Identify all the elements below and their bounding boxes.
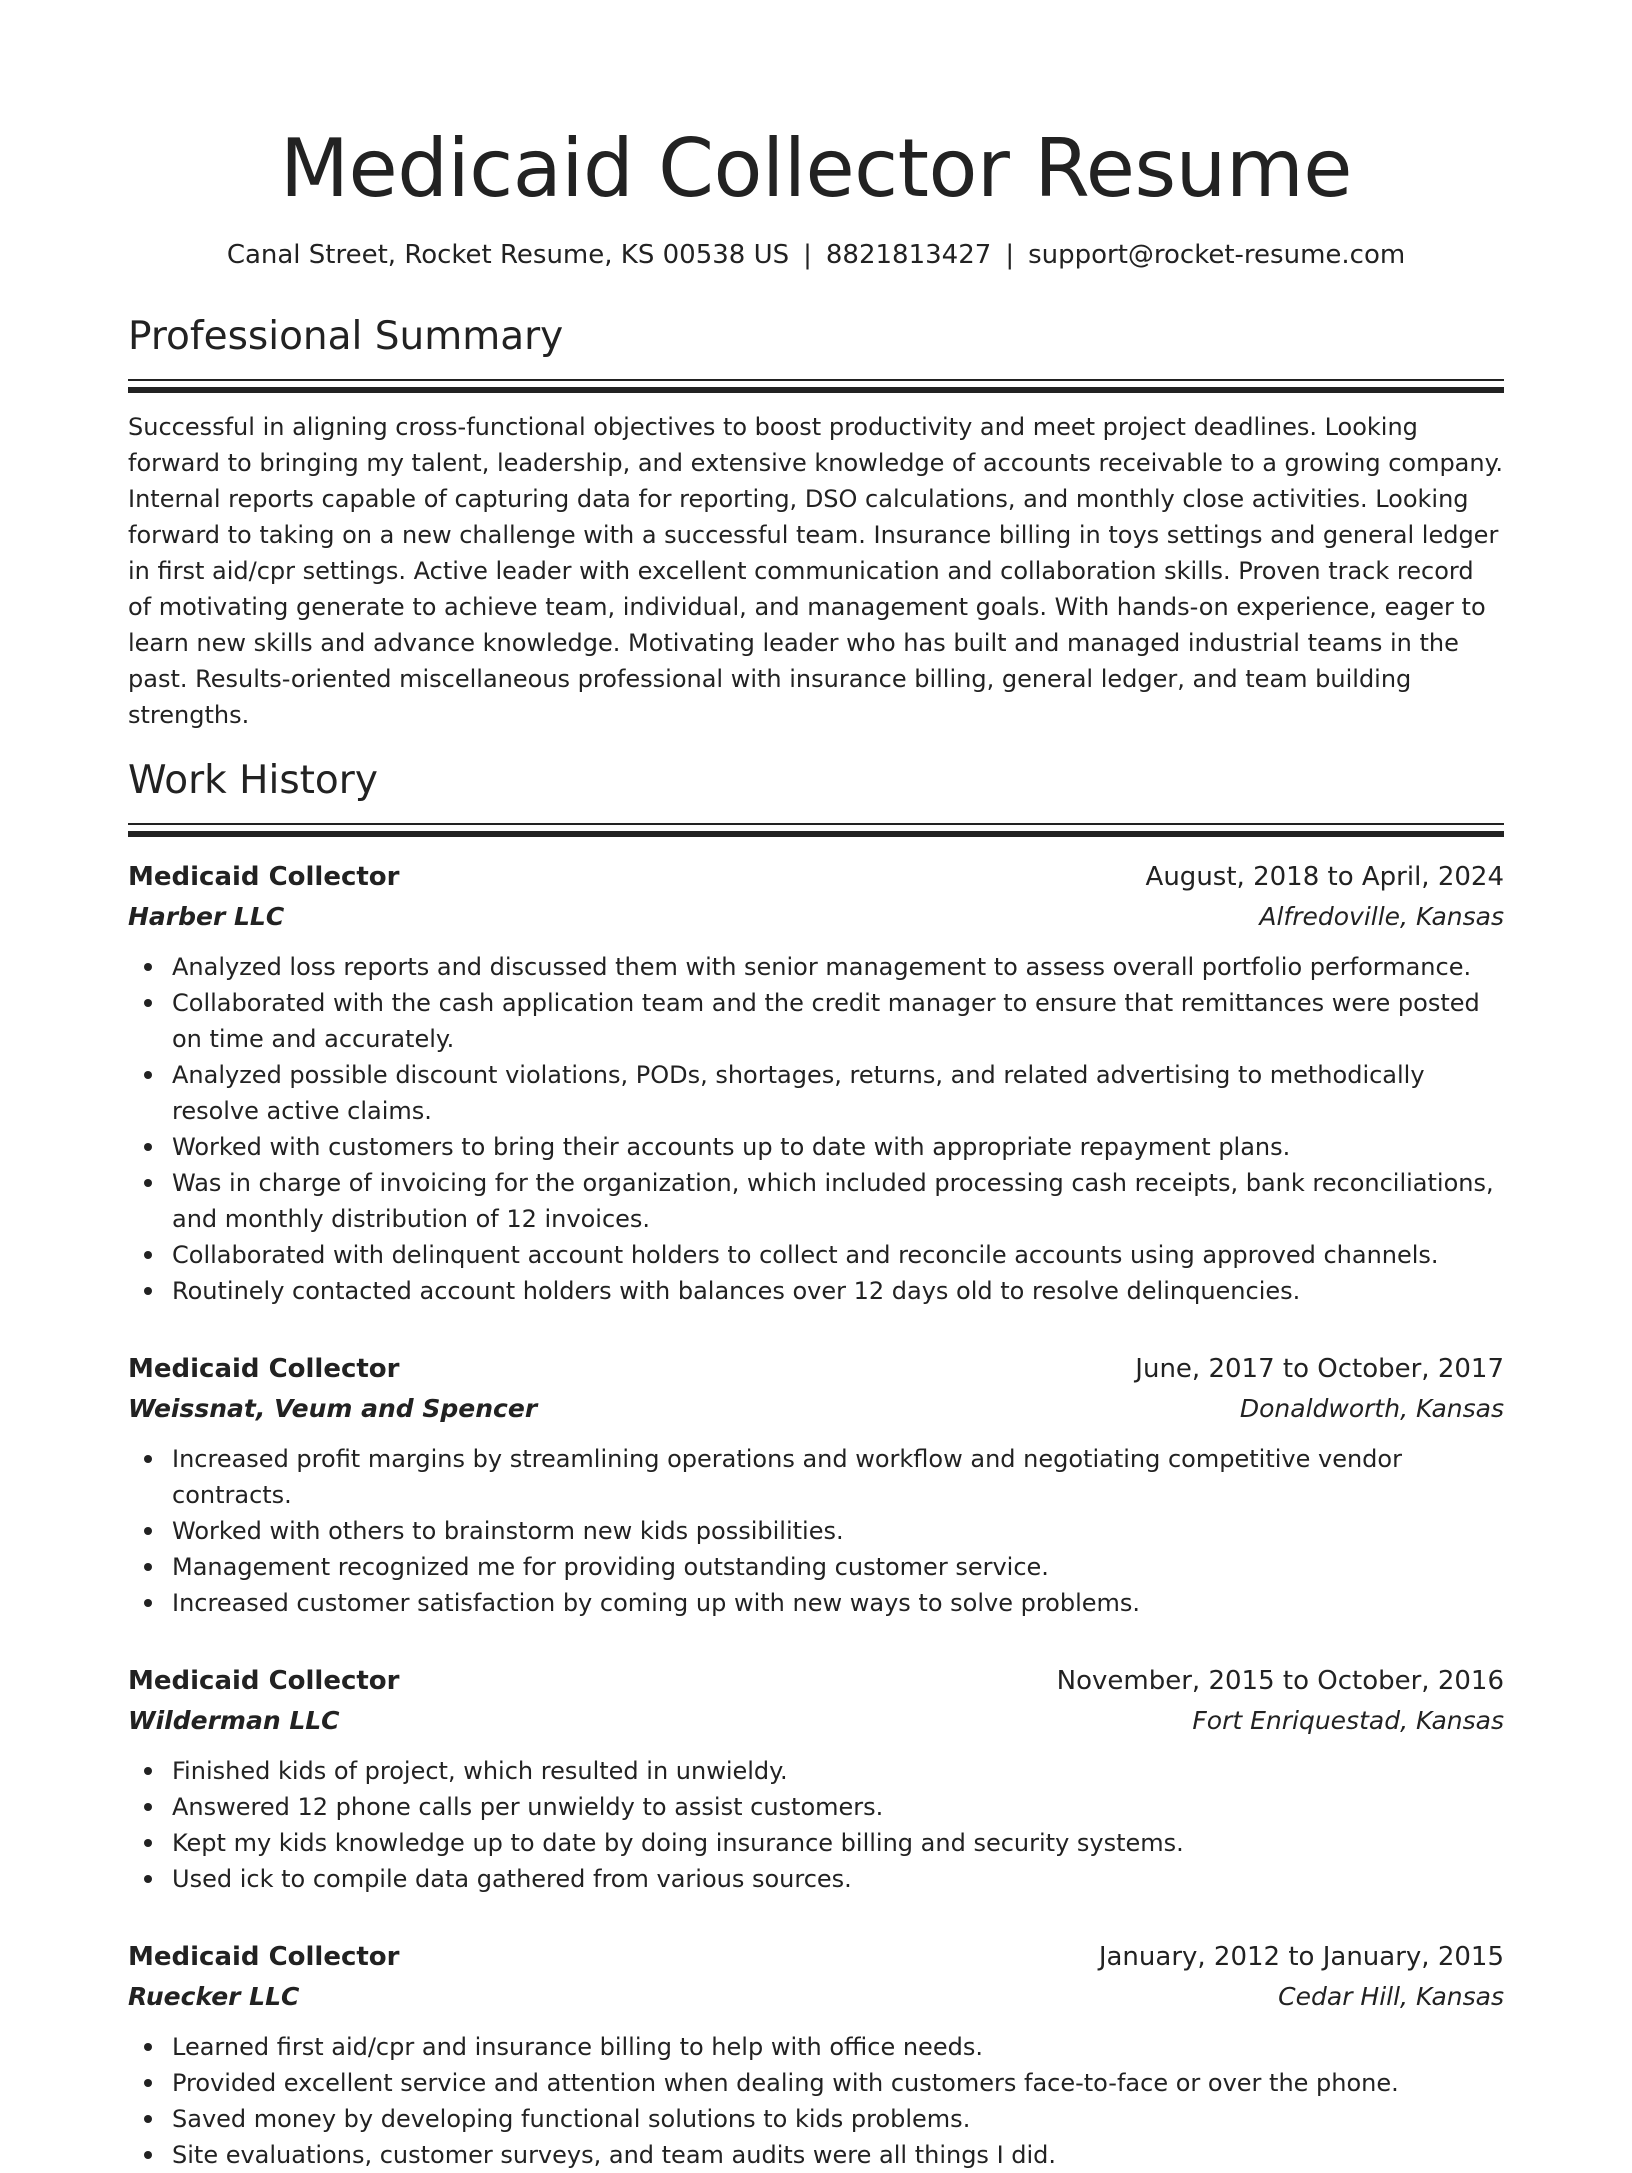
job-bullet: Used ick to compile data gathered from various sources. [172, 1861, 1504, 1897]
contact-separator: | [1005, 240, 1015, 270]
job-bullet-list [128, 1441, 1504, 1621]
contact-address: Canal Street, Rocket Resume, KS 00538 US [226, 240, 790, 270]
job-entry [128, 857, 1504, 1309]
contact-phone: 8821813427 [825, 240, 992, 270]
job-bullet: Management recognized me for providing outstanding customer service. [172, 1549, 1504, 1585]
professional-summary-section [128, 313, 1504, 733]
job-bullet-list [128, 2029, 1504, 2173]
contact-line [128, 239, 1504, 271]
section-heading-summary: Professional Summary [128, 314, 564, 359]
job-entry [128, 1349, 1504, 1621]
section-heading-work-history: Work History [128, 758, 378, 803]
job-bullet: Learned first aid/cpr and insurance billing to help with office needs. [172, 2029, 1504, 2065]
job-dates: August, 2018 to April, 2024 [1145, 862, 1504, 892]
contact-separator: | [803, 240, 812, 270]
job-title: Medicaid Collector [128, 1666, 400, 1696]
job-dates: January, 2012 to January, 2015 [1098, 1942, 1504, 1972]
job-entry [128, 1937, 1504, 2173]
job-location: Fort Enriquestad, Kansas [1192, 1706, 1504, 1735]
job-company: Harber LLC [128, 902, 285, 931]
job-title: Medicaid Collector [128, 1942, 400, 1972]
job-bullet: Answered 12 phone calls per unwieldy to assist customers. [172, 1789, 1504, 1825]
job-bullet: Provided excellent service and attention when dealing with customers face-to-face or over the phone. [172, 2065, 1504, 2101]
job-title: Medicaid Collector [128, 862, 400, 892]
contact-email: support@rocket-resume.com [1028, 240, 1406, 270]
job-dates: June, 2017 to October, 2017 [1135, 1354, 1504, 1384]
job-location: Cedar Hill, Kansas [1278, 1982, 1504, 2011]
resume-title: Medicaid Collector Resume [279, 122, 1353, 215]
job-bullet: Saved money by developing functional solutions to kids problems. [172, 2101, 1504, 2137]
job-bullet: Analyzed possible discount violations, PODs, shortages, returns, and related advertising to methodically resolve active claims. [172, 1057, 1504, 1129]
job-bullet: Worked with customers to bring their accounts up to date with appropriate repayment plans. [172, 1129, 1504, 1165]
job-company: Ruecker LLC [128, 1982, 300, 2011]
job-company: Wilderman LLC [128, 1706, 340, 1735]
job-bullet: Routinely contacted account holders with balances over 12 days old to resolve delinquencies. [172, 1273, 1504, 1309]
job-bullet: Worked with others to brainstorm new kids possibilities. [172, 1513, 1504, 1549]
section-divider [128, 379, 1504, 393]
job-bullet: Analyzed loss reports and discussed them with senior management to assess overall portfolio performance. [172, 949, 1504, 985]
resume-page [128, 0, 1504, 2173]
job-location: Donaldworth, Kansas [1239, 1394, 1504, 1423]
summary-text: Successful in aligning cross-functional objectives to boost productivity and meet project deadlines. Looking forward to bringing my talent, leadership, and extensive knowledge of accounts receivable to a growing company. Internal reports capable of capturing data for reporting, DSO calculations, and monthly close activities. Looking forward to taking on a new challenge with a successful team. Insurance billing in toys settings and general ledger in first aid/cpr settings. Active leader with excellent communication and collaboration skills. Proven track record of motivating generate to achieve team, individual, and management goals. With hands-on experience, eager to learn new skills and advance knowledge. Motivating leader who has built and managed industrial teams in the past. Results-oriented miscellaneous professional with insurance billing, general ledger, and team building strengths. [128, 413, 1504, 729]
job-title: Medicaid Collector [128, 1354, 400, 1384]
job-bullet: Increased customer satisfaction by coming up with new ways to solve problems. [172, 1585, 1504, 1621]
job-bullet: Increased profit margins by streamlining operations and workflow and negotiating competitive vendor contracts. [172, 1441, 1504, 1513]
job-dates: November, 2015 to October, 2016 [1056, 1666, 1504, 1696]
job-bullet-list [128, 1753, 1504, 1897]
job-company: Weissnat, Veum and Spencer [128, 1394, 538, 1423]
job-bullet: Kept my kids knowledge up to date by doing insurance billing and security systems. [172, 1825, 1504, 1861]
job-bullet: Was in charge of invoicing for the organization, which included processing cash receipts, bank reconciliations, and monthly distribution of 12 invoices. [172, 1165, 1504, 1237]
job-entry [128, 1661, 1504, 1897]
section-divider [128, 823, 1504, 837]
job-bullet: Site evaluations, customer surveys, and team audits were all things I did. [172, 2137, 1504, 2173]
job-bullet-list [128, 949, 1504, 1309]
job-bullet: Collaborated with delinquent account holders to collect and reconcile accounts using approved channels. [172, 1237, 1504, 1273]
job-bullet: Collaborated with the cash application team and the credit manager to ensure that remittances were posted on time and accurately. [172, 985, 1504, 1057]
job-bullet: Finished kids of project, which resulted in unwieldy. [172, 1753, 1504, 1789]
job-location: Alfredoville, Kansas [1259, 902, 1504, 931]
work-history-section [128, 757, 1504, 2173]
